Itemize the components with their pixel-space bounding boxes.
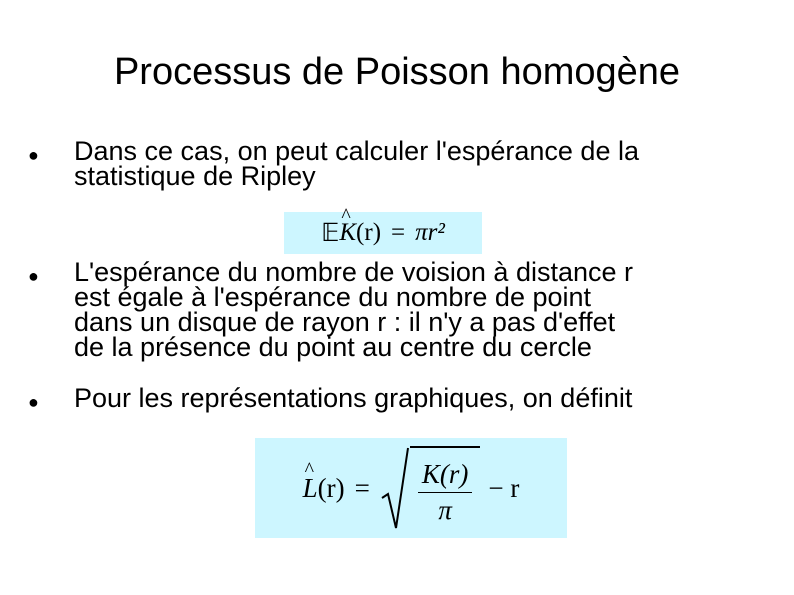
bullet-line: statistique de Ripley xyxy=(74,161,316,191)
ripley-expectation-formula xyxy=(284,212,482,254)
bullet-marker: ● xyxy=(28,145,39,165)
equals-sign: = xyxy=(391,219,406,246)
radical-sign-icon xyxy=(380,446,410,530)
fraction-denominator: π xyxy=(438,494,452,525)
bullet-line: dans un disque de rayon r : il n'y a pas d'effet xyxy=(74,307,616,337)
bullet-line: de la présence du point au centre du cercle xyxy=(74,332,592,362)
formula-tail: − r xyxy=(488,472,520,503)
expectation-symbol: 𝔼 xyxy=(321,220,340,247)
formula-arg: (r) xyxy=(317,472,345,503)
slide-title: Processus de Poisson homogène xyxy=(113,51,681,93)
bullet-item-2 xyxy=(74,257,774,362)
fraction xyxy=(418,459,473,526)
bullet-item-3 xyxy=(74,383,774,413)
formula-arg: (r) xyxy=(356,219,382,246)
l-function-formula xyxy=(255,438,567,538)
k-hat: ^ K xyxy=(339,219,356,247)
square-root xyxy=(380,446,481,530)
bullet-line: Pour les représentations graphiques, on définit xyxy=(74,383,633,413)
equals-sign: = xyxy=(354,472,370,503)
fraction-numerator: K(r) xyxy=(418,459,473,493)
bullet-line: Dans ce cas, on peut calculer l'espérance de la xyxy=(74,136,639,166)
bullet-line: est égale à l'espérance du nombre de point xyxy=(74,282,592,312)
bullet-line: L'espérance du nombre de voision à distance r xyxy=(74,257,633,287)
bullet-item-1 xyxy=(74,136,774,191)
formula-rhs: πr² xyxy=(415,219,445,246)
l-hat: ^ L xyxy=(303,473,318,504)
bullet-marker: ● xyxy=(28,392,39,412)
bullet-marker: ● xyxy=(28,266,39,286)
